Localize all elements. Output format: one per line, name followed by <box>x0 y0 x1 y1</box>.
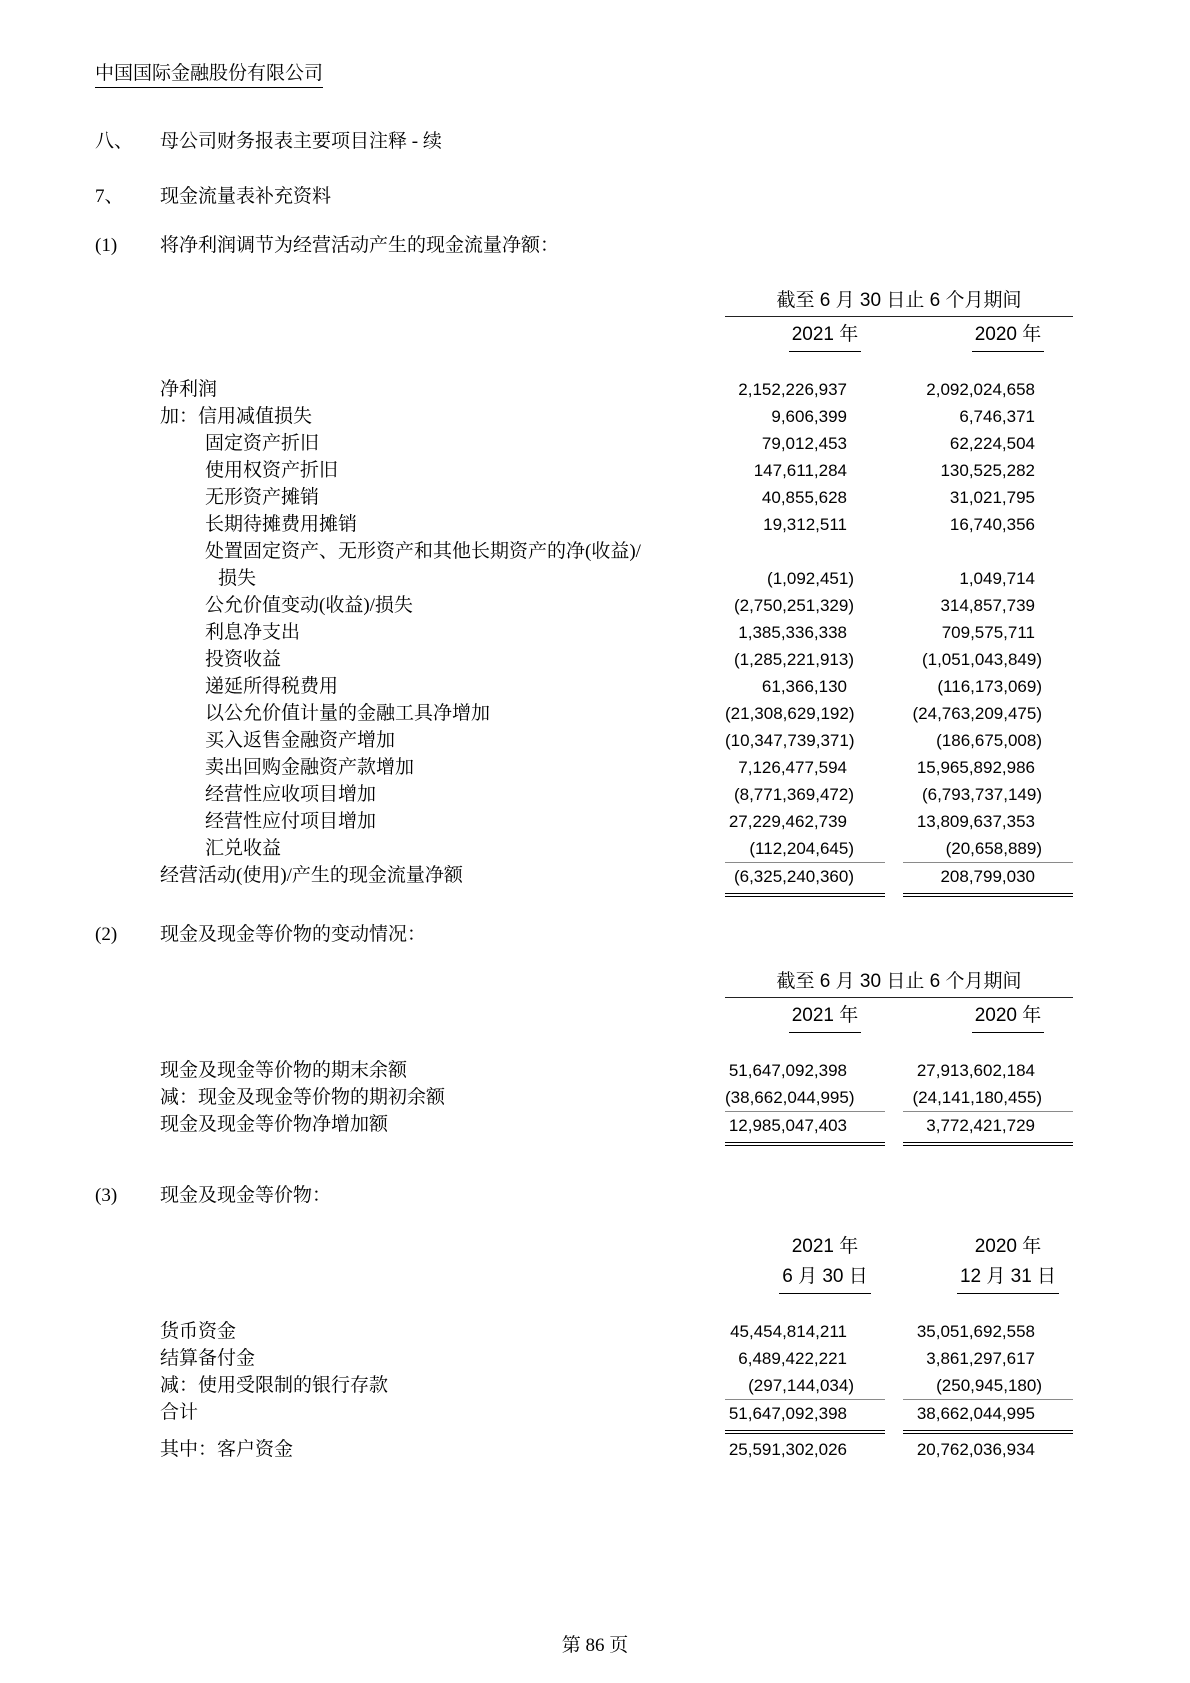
total-value-2021: 12,985,047,403 <box>725 1111 885 1146</box>
row-value-col1: (2,750,251,329) <box>733 596 854 615</box>
item-2-heading <box>95 921 1073 948</box>
table-1-col-header-2020: 2020 年 <box>903 317 1073 352</box>
table-2-col-header-2020: 2020 年 <box>903 998 1073 1033</box>
table-1-total-row <box>160 862 1073 897</box>
row-value-col1: 1,385,336,338 <box>738 623 847 642</box>
row-label: 结算备付金 <box>160 1348 256 1369</box>
row-label: 净利润 <box>160 379 218 400</box>
row-label: 卖出回购金融资产款增加 <box>205 757 415 778</box>
row-label: 长期待摊费用摊销 <box>205 514 358 535</box>
item-3-title: 现金及现金等价物： <box>160 1185 332 1206</box>
row-value-col1: 45,454,814,211 <box>730 1322 847 1341</box>
row-label: 无形资产摊销 <box>205 487 320 508</box>
item-2-title: 现金及现金等价物的变动情况： <box>160 924 427 945</box>
row-label: 以公允价值计量的金融工具净增加 <box>205 703 491 724</box>
total-label: 经营活动(使用)/产生的现金流量净额 <box>160 865 463 886</box>
row-value-col1: 147,611,284 <box>753 461 847 480</box>
total-value-col2: 38,662,044,995 <box>903 1399 1073 1434</box>
table-3-head <box>160 1229 1073 1294</box>
item-2-number: (2) <box>95 924 118 945</box>
row-value-col1: (112,204,645) <box>749 839 854 858</box>
section-number: 八、 <box>95 131 134 152</box>
row-label: 经营性应收项目增加 <box>205 784 377 805</box>
table-3-body <box>160 1318 1073 1399</box>
company-name: 中国国际金融股份有限公司 <box>95 62 323 88</box>
row-label: 经营性应付项目增加 <box>205 811 377 832</box>
row-value-col1: (38,662,044,995) <box>725 1088 855 1107</box>
row-value-col2: 16,740,356 <box>949 515 1035 534</box>
row-value-col1: (8,771,369,472) <box>733 785 854 804</box>
section-heading-main <box>95 128 1073 155</box>
row-value-col2: 3,861,297,617 <box>926 1349 1035 1368</box>
row-value-col2: 31,021,795 <box>949 488 1035 507</box>
row-label: 处置固定资产、无形资产和其他长期资产的净(收益)/ <box>205 541 641 562</box>
table-2-period-header: 截至 6 月 30 日止 6 个月期间 <box>725 966 1073 998</box>
row-value-col2: 20,762,036,934 <box>916 1440 1035 1459</box>
row-value-col2: 35,051,692,558 <box>916 1322 1035 1341</box>
row-value-col1: 51,647,092,398 <box>728 1061 847 1080</box>
table-3-extra-row <box>160 1436 1073 1464</box>
row-label: 利息净支出 <box>205 622 301 643</box>
row-value-col1: (297,144,034) <box>748 1376 854 1395</box>
row-value-col2: 15,965,892,986 <box>916 758 1035 777</box>
row-label: 使用权资产折旧 <box>205 460 339 481</box>
cash-equivalents-table <box>160 1229 1073 1464</box>
section-title: 母公司财务报表主要项目注释 - 续 <box>160 131 442 152</box>
row-value-col2: 13,809,637,353 <box>916 812 1035 831</box>
row-value-col1: 6,489,422,221 <box>738 1349 847 1368</box>
reconciliation-table <box>160 285 1073 897</box>
row-label: 递延所得税费用 <box>205 676 339 697</box>
row-label: 汇兑收益 <box>205 838 282 859</box>
row-value-col2: 2,092,024,658 <box>926 380 1035 399</box>
row-label: 货币资金 <box>160 1321 237 1342</box>
total-label: 合计 <box>160 1402 199 1423</box>
total-value-col1: 51,647,092,398 <box>725 1399 885 1434</box>
row-value-col2 <box>903 538 1073 565</box>
row-value-col1: 40,855,628 <box>761 488 847 507</box>
table-3-total-row <box>160 1399 1073 1434</box>
row-value-col1: (10,347,739,371) <box>725 731 855 750</box>
row-value-col2: (24,141,180,455) <box>912 1088 1042 1107</box>
section-heading-sub <box>95 183 1073 210</box>
table-3-col-header-2021: 2021 年 6 月 30 日 <box>725 1229 885 1294</box>
total-value-2021: (6,325,240,360) <box>725 862 885 897</box>
table-1-col-header-2021: 2021 年 <box>725 317 885 352</box>
company-header-wrap <box>95 62 1073 88</box>
row-value-col1: 61,366,130 <box>761 677 847 696</box>
table-2-col-header-2021: 2021 年 <box>725 998 885 1033</box>
row-label: 投资收益 <box>205 649 282 670</box>
row-value-col1: 2,152,226,937 <box>738 380 847 399</box>
total-label: 现金及现金等价物净增加额 <box>160 1114 389 1135</box>
item-1-number: (1) <box>95 235 118 256</box>
row-value-col2: (116,173,069) <box>937 677 1042 696</box>
table-1-body <box>160 376 1073 862</box>
table-3-col-header-2020: 2020 年 12 月 31 日 <box>903 1229 1073 1294</box>
row-value-col2: 130,525,282 <box>940 461 1035 480</box>
row-value-col1 <box>725 538 885 565</box>
row-label: 减：现金及现金等价物的期初余额 <box>160 1087 446 1108</box>
subsection-number: 7、 <box>95 186 124 207</box>
row-label: 固定资产折旧 <box>205 433 320 454</box>
page-number: 第 86 页 <box>561 1635 629 1656</box>
row-label: 买入返售金融资产增加 <box>205 730 396 751</box>
row-value-col1: 19,312,511 <box>763 515 847 534</box>
row-value-col2: (250,945,180) <box>936 1376 1042 1395</box>
row-value-col2: (20,658,889) <box>945 839 1042 858</box>
row-label: 减：使用受限制的银行存款 <box>160 1375 389 1396</box>
row-value-col1: 27,229,462,739 <box>728 812 847 831</box>
table-1-period-header: 截至 6 月 30 日止 6 个月期间 <box>725 285 1073 317</box>
row-label: 加：信用减值损失 <box>160 406 313 427</box>
subsection-title: 现金流量表补充资料 <box>160 186 332 207</box>
table-2-head <box>160 966 1073 998</box>
table-1-head <box>160 285 1073 317</box>
row-value-col1: 7,126,477,594 <box>738 758 847 777</box>
cash-change-table <box>160 966 1073 1146</box>
row-label: 其中：客户资金 <box>160 1439 294 1460</box>
row-value-col1: (1,285,221,913) <box>733 650 854 669</box>
row-value-col2: 6,746,371 <box>959 407 1035 426</box>
row-value-col1: 79,012,453 <box>761 434 847 453</box>
item-3-heading <box>95 1182 1073 1209</box>
row-value-col2: (6,793,737,149) <box>921 785 1042 804</box>
table-2-total-row <box>160 1111 1073 1146</box>
row-value-col1: (21,308,629,192) <box>725 704 855 723</box>
table-2-body <box>160 1057 1073 1111</box>
item-1-title: 将净利润调节为经营活动产生的现金流量净额： <box>160 235 560 256</box>
row-label: 损失 <box>218 568 257 589</box>
row-value-col2: (186,675,008) <box>936 731 1042 750</box>
row-label: 公允价值变动(收益)/损失 <box>205 595 413 616</box>
row-value-col2: 62,224,504 <box>949 434 1035 453</box>
total-value-2020: 208,799,030 <box>903 862 1073 897</box>
row-value-col1: 25,591,302,026 <box>728 1440 847 1459</box>
row-label: 现金及现金等价物的期末余额 <box>160 1060 408 1081</box>
row-value-col2: 27,913,602,184 <box>916 1061 1035 1080</box>
item-3-number: (3) <box>95 1185 118 1206</box>
item-1-heading <box>95 232 1073 259</box>
row-value-col2: (24,763,209,475) <box>912 704 1042 723</box>
row-value-col2: 709,575,711 <box>941 623 1035 642</box>
row-value-col2: (1,051,043,849) <box>921 650 1042 669</box>
row-value-col2: 314,857,739 <box>940 596 1035 615</box>
row-value-col1: 9,606,399 <box>771 407 847 426</box>
row-value-col2: 1,049,714 <box>959 569 1035 588</box>
row-value-col1: (1,092,451) <box>767 569 854 588</box>
total-value-2020: 3,772,421,729 <box>903 1111 1073 1146</box>
